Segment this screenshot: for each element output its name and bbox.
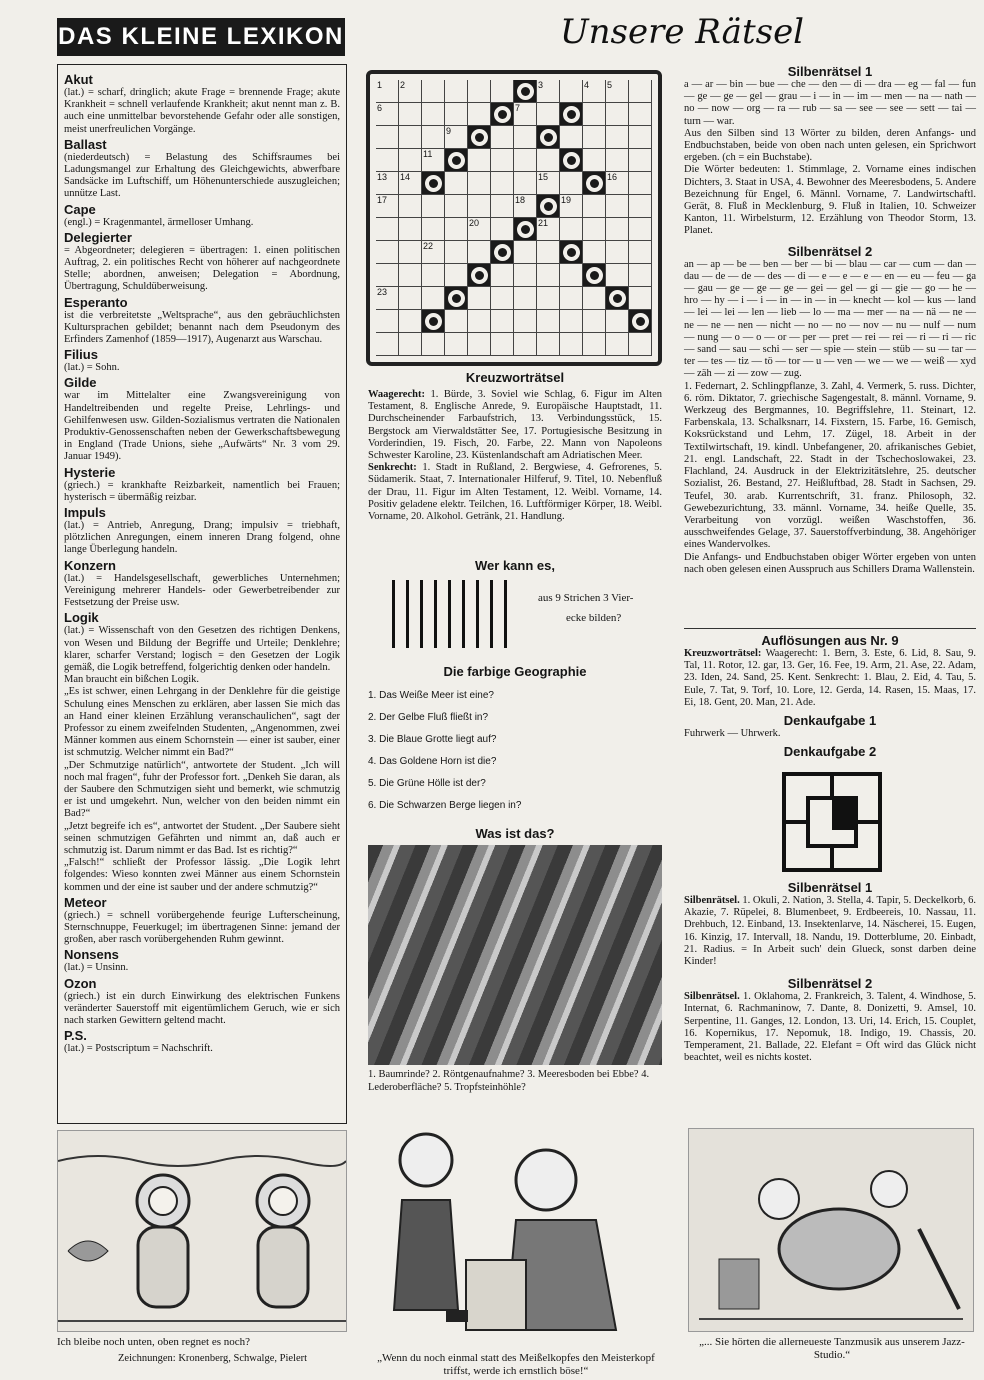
lexikon-term: Impuls bbox=[64, 505, 106, 521]
lexikon-term: Filius bbox=[64, 347, 98, 363]
cell-number: 17 bbox=[377, 195, 388, 205]
cell-number: 5 bbox=[607, 80, 613, 90]
cartoon2-caption: „Wenn du noch einmal statt des Meißelkopfes den Meisterkopf triffst, werde ich ernstlich böse!“ bbox=[377, 1352, 655, 1377]
crossword-cell bbox=[583, 103, 606, 126]
cartoon3-caption: „... Sie hörten die allerneueste Tanzmusik aus unserem Jazz-Studio.“ bbox=[699, 1336, 965, 1361]
crossword-cell bbox=[583, 126, 606, 149]
denk1-heading: Denkaufgabe 1 bbox=[783, 713, 877, 729]
lexikon-definition: (griech.) ist ein durch Einwirkung des elektrischen Funkens veränderter Sauerstoff mit eigentümlichem Geruch, wie er sich nach starken Gewittern geltend macht. bbox=[64, 990, 340, 1026]
crossword-cell bbox=[537, 287, 560, 310]
crossword-cell bbox=[629, 264, 652, 287]
silben1-syllables: a — ar — bin — bue — che — den — di — dra — eg — fal — fun — ge — ge — gel — grau — i — in — im — men — na — nath — no — now — org — ra — rub — sa — see — see — sett — tai — turn — war. bbox=[684, 79, 976, 127]
crossword-cell bbox=[629, 218, 652, 241]
crossword-cell bbox=[468, 333, 491, 356]
crossword-cell bbox=[537, 195, 560, 218]
crossword-cell bbox=[537, 241, 560, 264]
crossword-cell bbox=[629, 241, 652, 264]
crossword-cell bbox=[376, 287, 399, 310]
cell-number: 6 bbox=[377, 103, 383, 113]
crossword-cell bbox=[629, 80, 652, 103]
lexikon-term: Akut bbox=[64, 72, 93, 87]
cell-number: 23 bbox=[377, 287, 388, 297]
crossword-cell bbox=[583, 80, 606, 103]
crossword-cell bbox=[376, 241, 399, 264]
crossword-cell bbox=[422, 103, 445, 126]
crossword-cell bbox=[514, 241, 537, 264]
crossword-cell bbox=[537, 149, 560, 172]
cell-number: 18 bbox=[515, 195, 526, 205]
crossword-cell bbox=[491, 126, 514, 149]
crossword-cell bbox=[376, 149, 399, 172]
crossword-cell bbox=[606, 172, 629, 195]
crossword-cell bbox=[399, 241, 422, 264]
crossword-cell bbox=[422, 126, 445, 149]
crossword-cell bbox=[537, 172, 560, 195]
lexikon-term: P.S. bbox=[64, 1028, 87, 1044]
crossword-cell bbox=[399, 195, 422, 218]
lexikon-definition: (lat.) = Handelsgesellschaft, gewerbliches Unternehmen; Vereinigung mehrerer Handels- oder Gewerbetreibender zur Festsetzung der Preise usw. bbox=[64, 572, 340, 609]
silben2-clues: 1. Federnart, 2. Schlingpflanze, 3. Zahl, 4. Vermerk, 5. russ. Dichter, 6. röm. Diktator, 7. griechische Sagengestalt, 8. männl. Vorname, 9. Werkzeug des Bergmannes, 10. Begriffslehre, 11. Steinart, 12. Farbenskala, 13. Schalksnarr, 14. Fixstern, 15. Farbe, 16. Gemisch, Koksrückstand und Lehm, 17. Zügel, 18. Arbeit in der Textilwirtschaft, 19. kindl. Unbefangener, 20. afrikanisches Gebiet, 21. engl. Landschaft, 22. Stadt in der Tschechoslowakei, 23. Flachland, 24. Ausdruck in der Elektrizitätslehre, 25. deutscher Sozialist, 26. Bestand, 27. Heißluftbad, 28. Stadt in Sachsen, 29. Teufel, 30. arab. Kurrentschrift, 31. franz. Philosoph, 32. Gewebezurichtung, 33. männl. Vorname, 34. heiße Quelle, 35. Verarbeitung von vorzügl. weißen Waschstoffen, 36. ausschweifendes Gelage, 37. Sauerstoffverbindung, 38. Angehöriger eines Wandervolkes. Die Anfangs- und Endbuchstaben obiger Wörter ergeben von unten nach oben gelesen einen Ausspruch aus Schillers Drama Wallenstein. bbox=[684, 380, 976, 575]
cell-number: 16 bbox=[607, 172, 618, 182]
crossword-cell bbox=[376, 264, 399, 287]
crossword-cell bbox=[399, 149, 422, 172]
crossword-cell bbox=[422, 264, 445, 287]
crossword-cell bbox=[376, 310, 399, 333]
crossword-cell bbox=[445, 103, 468, 126]
crossword-cell bbox=[445, 287, 468, 310]
nine-strokes bbox=[392, 580, 518, 653]
crossword-cell bbox=[399, 287, 422, 310]
geographie-list bbox=[368, 689, 662, 812]
lexikon-definition: (engl.) = Kragenmantel, ärmelloser Umhang. bbox=[64, 216, 254, 228]
crossword-cell bbox=[560, 310, 583, 333]
crossword-cell bbox=[445, 172, 468, 195]
crossword-cell bbox=[514, 80, 537, 103]
lexikon-definition: (lat.) = Postscriptum = Nachschrift. bbox=[64, 1043, 213, 1055]
cartoon-sculptor bbox=[366, 1110, 662, 1350]
crossword-cell bbox=[629, 126, 652, 149]
page-title: Unsere Rätsel bbox=[560, 12, 805, 52]
crossword-cell bbox=[560, 241, 583, 264]
crossword-cell bbox=[422, 149, 445, 172]
cartoon-credit: Zeichnungen: Kronenberg, Schwalge, Pielert bbox=[118, 1353, 308, 1364]
crossword-cell bbox=[583, 218, 606, 241]
crossword-cell bbox=[468, 218, 491, 241]
cell-number: 3 bbox=[538, 80, 544, 90]
cell-number: 1 bbox=[377, 80, 383, 90]
crossword-cell bbox=[376, 126, 399, 149]
crossword-cell bbox=[491, 264, 514, 287]
crossword-cell bbox=[422, 241, 445, 264]
cell-number: 2 bbox=[400, 80, 406, 90]
crossword-cell bbox=[445, 264, 468, 287]
cell-number: 4 bbox=[584, 80, 590, 90]
aufloesungen-kreuz: Kreuzworträtsel: Waagerecht: 1. Bern, 3. Este, 6. Lid, 8. Sau, 9. Tal, 11. Rotor, 12. gar, 13. Ger, 16. Fee, 19. Arm, 21. Ase, 22. Adam, 23. Iden, 24. Sand, 25. Kent. Senkrecht: 1. Blau, 2. Eid, 4. Tau, 5. Eule, 7. Tat, 9. Torf, 10. Lore, 12. Gerda, 14. Rasen, 15. Maas, 17. Ei, 18. Gent, 20. Man, 21. Ade. bbox=[684, 648, 976, 708]
werkann-text1: aus 9 Strichen 3 Vier- bbox=[538, 592, 634, 604]
geographie-question: 5. Die Grüne Hölle ist der? bbox=[368, 778, 486, 789]
crossword-cell bbox=[560, 172, 583, 195]
geographie-question: 6. Die Schwarzen Berge liegen in? bbox=[368, 800, 522, 811]
crossword-cell bbox=[399, 218, 422, 241]
silben2-heading: Silbenrätsel 2 bbox=[787, 243, 873, 259]
crossword-cell bbox=[422, 333, 445, 356]
crossword-cell bbox=[491, 241, 514, 264]
crossword-cell bbox=[560, 80, 583, 103]
crossword-cell bbox=[560, 264, 583, 287]
crossword-cell bbox=[399, 310, 422, 333]
crossword-cell bbox=[468, 149, 491, 172]
crossword-cell bbox=[583, 172, 606, 195]
crossword-cell bbox=[537, 310, 560, 333]
crossword-cell bbox=[537, 126, 560, 149]
cell-number: 9 bbox=[446, 126, 452, 136]
crossword-cell bbox=[445, 333, 468, 356]
crossword-cell bbox=[468, 264, 491, 287]
crossword-cell bbox=[537, 264, 560, 287]
s2-text: Silbenrätsel. 1. Oklahoma, 2. Frankreich, 3. Talent, 4. Windhose, 5. Internat, 6. Rachmaninow, 7. Dante, 8. Donizetti, 9. Amsel, 10. Serpentine, 11. Ganges, 12. London, 13. Uri, 14. Erich, 15. Couplet, 16. Kopernikus, 17. Nepomuk, 18. Indigo, 19. Chassis, 20. Temperament, 21. Ballade, 22. Elefant = Oft wird das Glück nicht beachtet, weil es nichts kostet. bbox=[684, 991, 976, 1064]
aufloesungen-heading: Auflösungen aus Nr. 9 bbox=[761, 633, 899, 648]
lexikon-term: Ballast bbox=[64, 136, 107, 152]
crossword-cell bbox=[514, 287, 537, 310]
crossword-cell bbox=[491, 149, 514, 172]
crossword-cell bbox=[445, 195, 468, 218]
crossword-cell bbox=[606, 126, 629, 149]
lexikon-term: Delegierter bbox=[64, 229, 132, 245]
crossword-cell bbox=[468, 241, 491, 264]
crossword-cell bbox=[629, 310, 652, 333]
silben1-heading: Silbenrätsel 1 bbox=[787, 64, 873, 79]
crossword-cell bbox=[514, 126, 537, 149]
crossword-cell bbox=[445, 80, 468, 103]
lexikon-term: Meteor bbox=[64, 894, 107, 910]
crossword-cell bbox=[422, 218, 445, 241]
crossword-cell bbox=[537, 333, 560, 356]
crossword-cell bbox=[606, 103, 629, 126]
crossword-cell bbox=[514, 264, 537, 287]
crossword-cell bbox=[514, 195, 537, 218]
crossword-cell bbox=[606, 149, 629, 172]
crossword-cell bbox=[376, 333, 399, 356]
lexikon-definition: = Abgeordneter; delegieren = übertragen: 1. einen politischen Auftrag, 2. ein politisches Recht von höherer auf nachgeordnete Stelle; abordnen, anweisen; Delegation = Abordnung, Übertragung, Schuldüberweisung. bbox=[64, 244, 340, 293]
crossword-cell bbox=[422, 310, 445, 333]
lexikon-term: Gilde bbox=[64, 375, 97, 391]
crossword-cell bbox=[491, 287, 514, 310]
crossword-cell bbox=[376, 80, 399, 103]
cell-number: 7 bbox=[515, 103, 521, 113]
lexikon-heading: DAS KLEINE LEXIKON bbox=[57, 18, 345, 56]
cartoon-divers bbox=[57, 1130, 347, 1332]
crossword-cell bbox=[560, 195, 583, 218]
crossword-cell bbox=[422, 195, 445, 218]
lexikon-term: Hysterie bbox=[64, 464, 116, 480]
kreuzwort-waagerecht: Waagerecht: 1. Bürde, 3. Soviel wie Schlag, 6. Figur im Alten Testament, 8. Englische Anrede, 9. Europäische Hauptstadt, 11. Durchscheinender Farbaufstrich, 13. Verbindungsstück, 15. Bergstock am Vierwaldstätter See, 17. Portugiesische Besitzung in Vorderindien, 19. Fisch, 20. Farbe, 22. Mann von Napoleons Schwester Karoline, 23. Küstenlandschaft am Adriatischen Meer. bbox=[368, 389, 663, 462]
crossword-cell bbox=[514, 103, 537, 126]
cell-number: 15 bbox=[538, 172, 549, 182]
crossword-cell bbox=[468, 310, 491, 333]
crossword-cell bbox=[399, 103, 422, 126]
crossword-cell bbox=[629, 103, 652, 126]
kreuzwort-heading: Kreuzworträtsel bbox=[465, 370, 565, 385]
lexikon-definition: (niederdeutsch) = Belastung des Schiffsraumes bei Ladungsmangel zur Erhaltung des Gleichgewichts, abwerfbare Sandsäcke im Luftschiff, um Höhenunterschiede auszugleichen; unnütze Last. bbox=[64, 151, 340, 200]
crossword-cell bbox=[376, 172, 399, 195]
lexikon-term: Nonsens bbox=[64, 947, 119, 963]
crossword-cell bbox=[399, 126, 422, 149]
crossword-cell bbox=[514, 310, 537, 333]
geographie-question: 1. Das Weiße Meer ist eine? bbox=[368, 690, 494, 701]
lexikon-definition: (lat.) = scharf, dringlich; akute Frage = brennende Frage; akute Krankheit = schnell verlaufende Krankheit; akut nennt man z. B. auch eine unmittelbar bevorstehende Gefahr oder alle sonstigen, meist unerfreulichen Vorgänge. bbox=[64, 87, 340, 135]
silben2-syllables: an — ap — be — ben — ber — bi — blau — car — cum — dan — dau — de — de — des — di — e — e — e — en — eu — feu — ga — gau — ge — ge — ge — gei — gel — gi — gie — go — he — hro — hy — i — i — in — in — in — knecht — kol — kus — land — lei — lei — len — lieb — lo — ma — mer — na — nä — ne — ne — ne — nen — nicht — no — no — nov — nu — nulf — num — nung — o — o — or — per — pret — rei — rei — ri — ri — ric — sand — sau — schi — ser — spie — stein — stüb — su — tar — ter — tes — tiz — tö — tor — u — ven — we — we — weiß — xyd — zäh — zi — zow — zug. bbox=[684, 258, 976, 380]
crossword-cell bbox=[537, 218, 560, 241]
crossword-cell bbox=[606, 310, 629, 333]
crossword-cell bbox=[629, 333, 652, 356]
crossword-cell bbox=[491, 103, 514, 126]
crossword-cell bbox=[560, 333, 583, 356]
lexikon-term: Logik bbox=[64, 610, 99, 626]
crossword-cell bbox=[399, 172, 422, 195]
crossword-cell bbox=[629, 172, 652, 195]
silben1-text: Aus den Silben sind 13 Wörter zu bilden, deren Anfangs- und Endbuchstaben, beide von oben nach unten gelesen, ein Sprichwort ergeben. (ch = ein Buchstabe). bbox=[684, 127, 976, 164]
lexikon-definition: (griech.) = schnell vorübergehende feurige Lufterscheinung, Sternschnuppe, Feuerkugel; im übertragenen Sinne: jemand der großen, aber rasch vorübergehenden Ruhm gewinnt. bbox=[64, 909, 340, 946]
crossword-cell bbox=[514, 149, 537, 172]
crossword-cell bbox=[422, 80, 445, 103]
crossword-cell bbox=[445, 126, 468, 149]
crossword-cell bbox=[606, 195, 629, 218]
crossword-cell bbox=[376, 195, 399, 218]
crossword-cell bbox=[468, 103, 491, 126]
lexikon-definition: war im Mittelalter eine Zwangsvereinigung von Handeltreibenden und regelte Preise, Lehrlings- und Gehilfenwesen usw. Gilden-Sozialismus vertraten die Nationalen Produktiv-Genossenschaften neben der Gewerkschaftsbewegung in England (Trade Unions, siehe „Aufwärts“ Nr. 3 vom 29. Januar 1949). bbox=[64, 390, 340, 463]
cell-number: 14 bbox=[400, 172, 411, 182]
crossword-grid bbox=[366, 70, 662, 366]
wasist-caption: 1. Baumrinde? 2. Röntgenaufnahme? 3. Meeresboden bei Ebbe? 4. Lederoberfläche? 5. Tropfsteinhöhle? bbox=[368, 1069, 650, 1093]
cell-number: 19 bbox=[561, 195, 572, 205]
crossword-cell bbox=[491, 310, 514, 333]
crossword-cell bbox=[468, 126, 491, 149]
crossword-cell bbox=[422, 172, 445, 195]
crossword-cell bbox=[560, 218, 583, 241]
geographie-question: 4. Das Goldene Horn ist die? bbox=[368, 756, 497, 767]
crossword-cell bbox=[629, 149, 652, 172]
lexikon-definition: (lat.) = Antrieb, Anregung, Drang; impulsiv = triebhaft, plötzlichen Anregungen, einem inneren Drang folgend, ohne lange Überlegung handeln. bbox=[64, 520, 340, 556]
lexikon-term: Cape bbox=[64, 201, 96, 217]
crossword-cell bbox=[606, 264, 629, 287]
geographie-heading: Die farbige Geographie bbox=[443, 664, 587, 679]
crossword-cell bbox=[445, 218, 468, 241]
cartoon1-caption: Ich bleibe noch unten, oben regnet es noch? bbox=[57, 1336, 251, 1348]
lexikon-definition: (griech.) = krankhafte Reizbarkeit, namentlich bei Frauen; hysterisch = übermäßig reizbar. bbox=[64, 479, 340, 503]
geographie-question: 3. Die Blaue Grotte liegt auf? bbox=[368, 734, 497, 745]
crossword-cell bbox=[491, 80, 514, 103]
s2-heading: Silbenrätsel 2 bbox=[787, 976, 873, 992]
lexikon-term: Esperanto bbox=[64, 294, 128, 310]
werkann-heading: Wer kann es, bbox=[475, 558, 555, 573]
crossword-cell bbox=[537, 80, 560, 103]
crossword-cell bbox=[560, 103, 583, 126]
crossword-cell bbox=[445, 241, 468, 264]
crossword-cell bbox=[583, 310, 606, 333]
crossword-cell bbox=[629, 287, 652, 310]
cell-number: 11 bbox=[423, 149, 433, 159]
lexikon-definition: (lat.) = Wissenschaft von den Gesetzen des richtigen Denkens, von Wesen und Bildung der Begriffe und Urteile; Denklehre; klarer, scharfer Verstand; logisch = den Gesetzen der Logik gemäß, die Logik betreffend, folgerichtig denken oder handeln. Man braucht ein bißchen Logik. „Es ist schwer, einen Lehrgang in der Denklehre für die geistige Schulung eines Menschen zu erklären, aber lassen Sie mich das an Hand einer kleinen Erzählung veranschaulichen“, sagt der Professor zu einem zweifelnden Studenten, „Angenommen, zwei Männer kommen aus einem Schornstein — einer ist sauber, einer ist schmutzig. Welcher nimmt ein Bad?“ „Der Schmutzige natürlich“, antwortete der Student. „Ich will noch mal fragen“, fuhr der Professor fort. „Denkeh Sie daran, als der Saubere den Schmutzigen sieht und bemerkt, wie schmutzig er ist und umgekehrt. Nun, welcher von den beiden nimmt ein Bad?“ „Jetzt begreife ich es“, antwortet der Student. „Der Saubere sieht seinen schmutzigen Gefährten und nimmt an, daß auch er schmutzig ist. Darum nimmt er das Bad. Ist es richtig?“ „Falsch!“ schließt der Professor lässig. „Die Logik lehrt folgendes: Wieso konnten zwei Männer aus einem Schornstein kommen und der eine ist sauber und der andere schmutzig?“ bbox=[64, 625, 340, 893]
silben1-clues: Die Wörter bedeuten: 1. Stimmlage, 2. Vorname eines indischen Dichters, 3. Staat in USA, 4. Bewohner des Meeresbodens, 5. Andere Bezeichnung für Engel, 6. Männl. Vorname, 7. Landwirtschaftl. Gerät, 8. Fluß in Mecklenburg, 9. Fluß in Italien, 10. Schweizer Kanton, 11. Wirbelsturm, 12. Erzählung von Theodor Storm, 13. Planet. bbox=[684, 164, 976, 237]
crossword-cell bbox=[491, 172, 514, 195]
lexikon-definition: (lat.) = Sohn. bbox=[64, 362, 120, 374]
crossword-cell bbox=[491, 195, 514, 218]
crossword-cell bbox=[376, 218, 399, 241]
crossword-cell bbox=[606, 218, 629, 241]
crossword-cell bbox=[629, 195, 652, 218]
crossword-cell bbox=[399, 264, 422, 287]
wasist-heading: Was ist das? bbox=[475, 826, 555, 841]
cell-number: 13 bbox=[377, 172, 388, 182]
crossword-cell bbox=[445, 149, 468, 172]
crossword-cell bbox=[606, 80, 629, 103]
crossword-cell bbox=[468, 80, 491, 103]
s1-heading: Silbenrätsel 1 bbox=[787, 880, 873, 895]
crossword-cell bbox=[606, 241, 629, 264]
crossword-cell bbox=[399, 80, 422, 103]
cell-number: 21 bbox=[538, 218, 549, 228]
crossword-cell bbox=[537, 103, 560, 126]
crossword-cell bbox=[560, 126, 583, 149]
kreuzwort-senkrecht: Senkrecht: 1. Stadt in Rußland, 2. Bergwiese, 4. Gefrorenes, 5. Südamerik. Staat, 7. Internationaler Hilferuf, 9. Titel, 10. Nebenfluß der Drau, 11. Figur im Alten Testament, 12. Weibl. Vorname, 14. Positiv geladene elektr. Teilchen, 16. Luftförmiger Körper, 18. Weibl. Vorname, 20. Alkohol. Getränk, 21. Handlung. bbox=[368, 462, 662, 523]
geographie-question: 2. Der Gelbe Fluß fließt in? bbox=[368, 712, 489, 723]
crossword-cell bbox=[560, 287, 583, 310]
crossword-cell bbox=[583, 241, 606, 264]
crossword-cell bbox=[514, 218, 537, 241]
denk1-text: Fuhrwerk — Uhrwerk. bbox=[684, 728, 781, 740]
crossword-cell bbox=[468, 195, 491, 218]
crossword-cell bbox=[468, 287, 491, 310]
crossword-cell bbox=[514, 333, 537, 356]
crossword-cell bbox=[583, 287, 606, 310]
denk2-heading: Denkaufgabe 2 bbox=[783, 744, 877, 760]
werkann-text2: ecke bilden? bbox=[566, 612, 622, 624]
crossword-cell bbox=[606, 333, 629, 356]
lexikon-term: Konzern bbox=[64, 557, 116, 573]
crossword-cell bbox=[399, 333, 422, 356]
crossword-cell bbox=[422, 287, 445, 310]
crossword-cell bbox=[583, 195, 606, 218]
crossword-cell bbox=[583, 149, 606, 172]
texture-photo bbox=[368, 845, 662, 1065]
crossword-cell bbox=[560, 149, 583, 172]
cell-number: 20 bbox=[469, 218, 480, 228]
lexikon-definition: ist die verbreitetste „Weltsprache“, aus den gebräuchlichsten Kultursprachen gebildet; benannt nach dem Pseudonym des Erfinders Zamenhof (1859—1917), Augenarzt aus Warschau. bbox=[64, 309, 340, 346]
lexikon-body bbox=[57, 64, 347, 1124]
s1-text: Silbenrätsel. 1. Okuli, 2. Nation, 3. Stella, 4. Tapir, 5. Deckelkorb, 6. Akazie, 7. Rüpelei, 8. Blumenbeet, 9. Erdbeereis, 10. Nassau, 11. Drehbuch, 12. Einband, 13. Insektenlarve, 14. Näscherei, 15. Eugen, 16. Kinzig, 17. Intervall, 18. Nandu, 19. Dotterblume, 20. Einbadt, 21. Radius. = In Arbeit such' dein Glueck, sonst darben deine Kinder! bbox=[684, 895, 977, 968]
crossword-cell bbox=[468, 172, 491, 195]
cartoon-jazz bbox=[688, 1128, 974, 1332]
denkaufgabe-figure bbox=[782, 772, 882, 872]
crossword-cell bbox=[491, 333, 514, 356]
lexikon-definition: (lat.) = Unsinn. bbox=[64, 962, 129, 974]
crossword-cell bbox=[445, 310, 468, 333]
crossword-cell bbox=[583, 333, 606, 356]
crossword-cell bbox=[514, 172, 537, 195]
crossword-cell bbox=[606, 287, 629, 310]
lexikon-term: Ozon bbox=[64, 975, 97, 991]
crossword-cell bbox=[491, 218, 514, 241]
crossword-cell bbox=[583, 264, 606, 287]
crossword-cell bbox=[376, 103, 399, 126]
cell-number: 22 bbox=[423, 241, 434, 251]
